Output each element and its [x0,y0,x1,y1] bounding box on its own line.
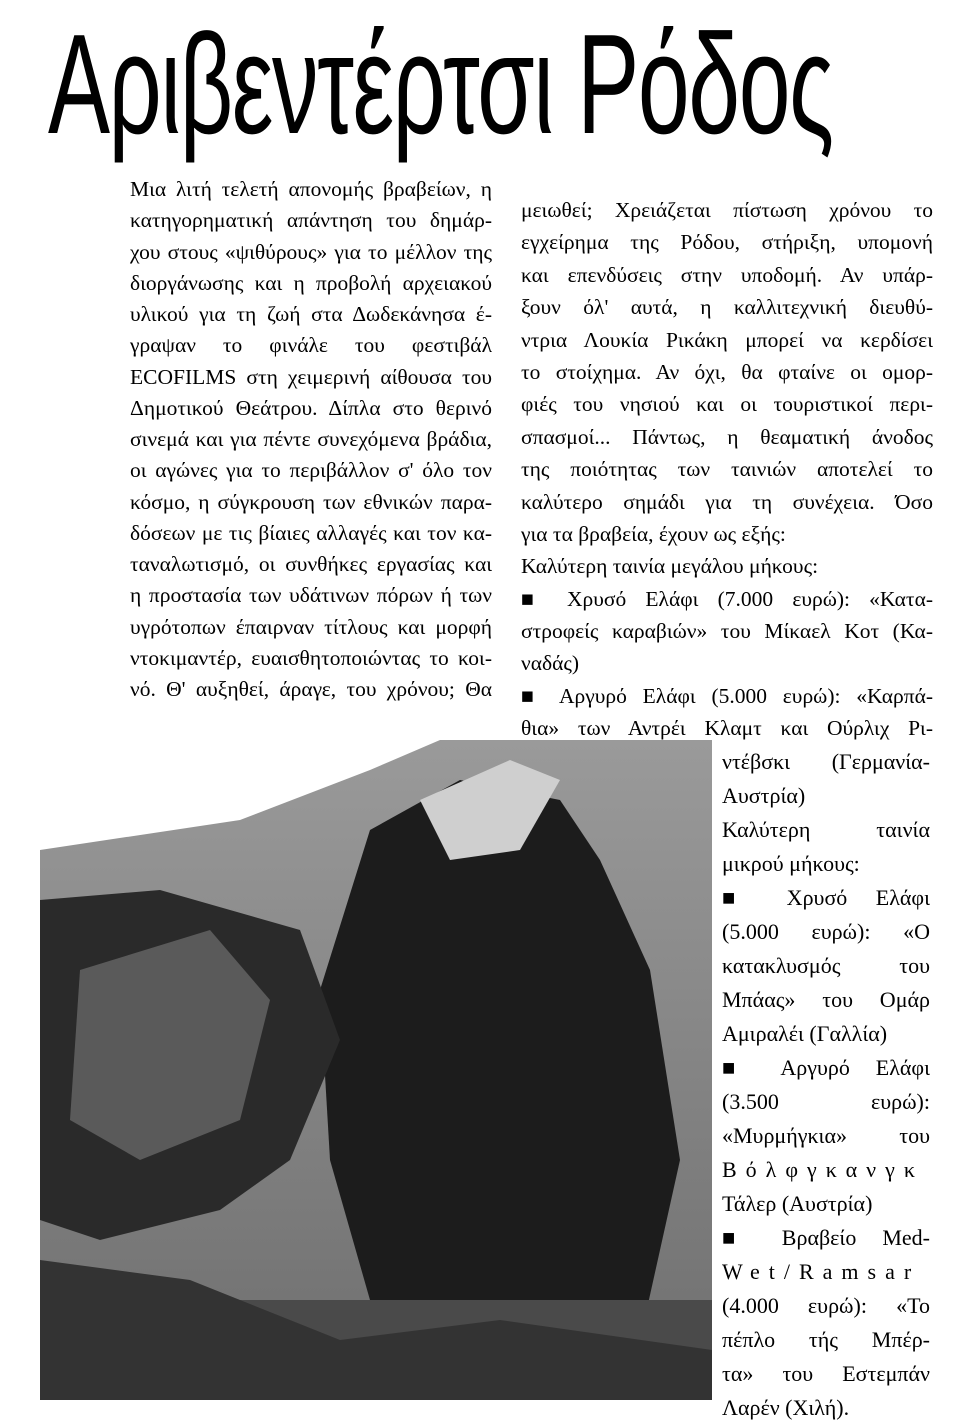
text-line: κατηγορηματική απάντηση του δημάρ- [130,208,492,233]
text-line: φιές του νησιού και οι τουριστικοί περι- [521,392,933,417]
text-line: Δημοτικού Θεάτρου. Δίπλα στο θερινό [130,395,492,420]
text-line: Αμιραλέι (Γαλλία) [722,1021,888,1046]
text-line: (5.000 ευρώ): «Ο [722,919,930,944]
text-line: Wet/Ramsar [722,1259,921,1284]
text-line: ECOFILMS στη χειμερινή αίθουσα του [130,364,492,389]
text-line: Λαρέν (Χιλή). [722,1395,850,1420]
text-line: στροφείς καραβιών» του Μίκαελ Κοτ (Κα- [521,619,933,644]
text-line: εγχείρημα της Ρόδου, στήριξη, υπομονή [521,230,933,255]
text-line: κατακλυσμός του [722,953,930,978]
text-line: κόσμο, η σύγκρουση των εθνικών παρα- [130,489,492,514]
text-line: «Μυρμήγκια» του [722,1123,930,1148]
text-line: ντέβσκι (Γερμανία- [722,749,930,774]
text-line: ■ Αργυρό Ελάφι [722,1055,930,1080]
headline: Αριβεντέρτσι Ρόδος [48,5,833,164]
text-line: ■ Βραβείο Med- [722,1225,930,1250]
text-line: ντρια Λουκία Ρικάκη μπορεί να κερδίσει [521,327,933,352]
text-line: σπασμοί... Πάντως, η θεαματική άνοδος [521,424,933,449]
text-line: η προστασία των υδάτινων πόρων ή των [130,583,492,608]
text-line: για τα βραβεία, έχουν ως εξής: [521,521,786,546]
text-line: ■ Αργυρό Ελάφι (5.000 ευρώ): «Καρπά- [521,683,933,708]
awards-column-narrow [722,745,930,1425]
text-line: ταναλωτισμό, οι συνθήκες εργασίας και [130,552,492,576]
text-line: δόσεων με τις βίαιες αλλαγές και τον κα- [130,520,492,545]
text-line: χου στους «ψιθύρους» για το μέλλον της [130,239,492,264]
text-line: ■ Χρυσό Ελάφι (7.000 ευρώ): «Κατα- [521,586,933,611]
text-line: οι αγώνες για το περιβάλλον σ' όλο τον [130,458,492,483]
text-line: υγρότοπων έπαιρναν τίτλους και μορφή [130,614,492,639]
text-line: (3.500 ευρώ): [722,1089,930,1114]
article-column-left [130,174,492,705]
text-line: Αυστρία) [722,783,806,808]
text-line: μικρού μήκους: [722,851,860,876]
text-line: μειωθεί; Χρειάζεται πίστωση χρόνου το [521,198,933,222]
text-line: Καλύτερη ταινία μεγάλου μήκους: [521,554,819,579]
article-column-right [521,194,933,745]
text-line: γραψαν το φινάλε του φεστιβάλ [130,333,492,358]
text-line: Μπάας» του Ομάρ [722,987,930,1012]
text-line: ■ Χρυσό Ελάφι [722,885,930,910]
text-line: σινεμά και για πέντε συνεχόμενα βράδια, [130,427,492,451]
text-line: υλικού για τη ζωή στα Δωδεκάνησα έ- [130,302,492,326]
text-line: Τάλερ (Αυστρία) [722,1191,873,1216]
text-line: διοργάνωσης και η προβολή αρχειακού [130,270,492,295]
text-line: θια» των Αντρέι Κλαμτ και Ούρλιχ Ρι- [521,716,933,741]
text-line: (4.000 ευρώ): «Το [722,1293,930,1318]
text-line: το στοίχημα. Αν όχι, θα φταίνε οι ομορ- [521,359,933,384]
text-line: της ποιότητας των ταινιών αποτελεί το [521,457,933,482]
text-line: Μια λιτή τελετή απονομής βραβείων, η [130,177,492,201]
text-line: ξουν όλ' αυτά, η καλλιτεχνική διευθύ- [521,295,933,320]
text-line: ντοκιμαντέρ, ευαισθητοποιώντας το κοι- [130,645,492,670]
text-line: Βόλφγκανγκ [722,1157,924,1182]
text-line: ναδάς) [521,651,580,676]
text-line: καλύτερο σημάδι για τη συνέχεια. Όσο [521,489,933,514]
text-line: και επενδύσεις στην υποδομή. Αν υπάρ- [521,262,933,287]
shipwreck-photo [40,740,712,1400]
text-line: νό. Θ' αυξηθεί, άραγε, του χρόνου; Θα [130,677,492,701]
text-line: Καλύτερη ταινία [722,817,930,842]
text-line: τα» του Εστεμπάν [722,1361,930,1386]
text-line: πέπλο τής Μπέρ- [722,1327,930,1352]
